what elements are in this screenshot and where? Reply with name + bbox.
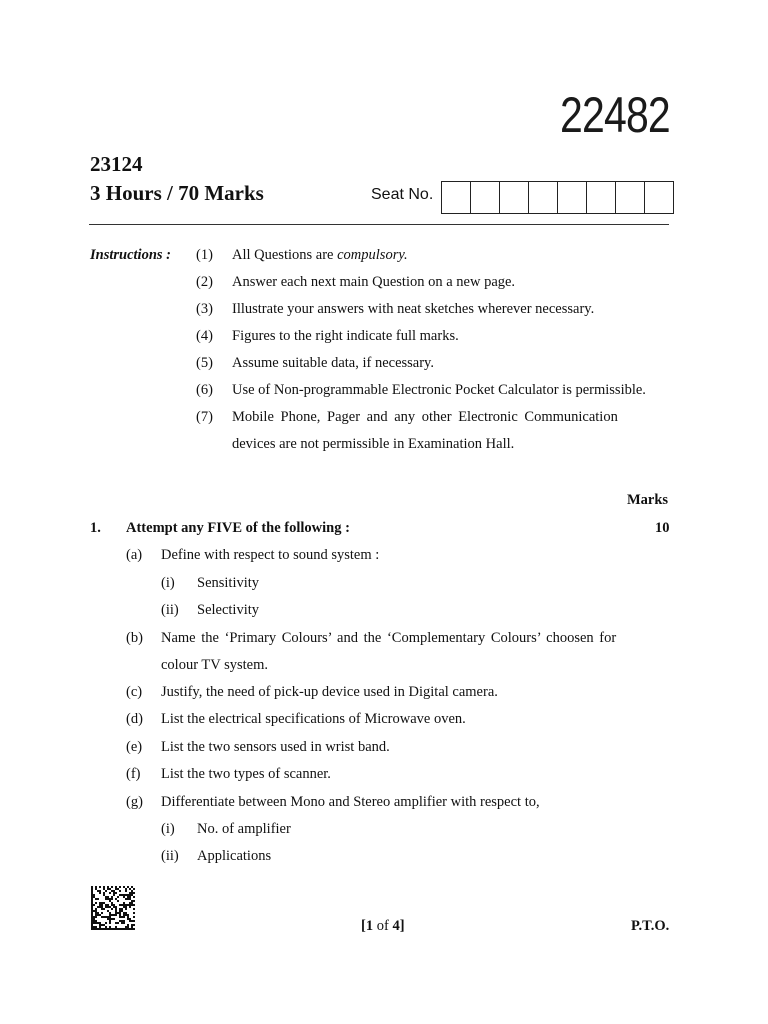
part-label: (a)	[126, 547, 143, 563]
part-text-continued: colour TV system.	[161, 657, 269, 673]
subpart-text: Selectivity	[197, 602, 260, 618]
seat-box	[616, 182, 645, 213]
instruction-text: Answer each next main Question on a new page.	[232, 274, 516, 290]
part-label: (c)	[126, 684, 143, 700]
exam-code: 23124	[90, 152, 143, 176]
page-bracket-close: ]	[399, 918, 405, 934]
datamatrix-code-icon	[91, 886, 135, 930]
seat-box	[645, 182, 673, 213]
marks-column-header: Marks	[627, 492, 669, 508]
part-label: (g)	[126, 794, 143, 810]
instruction-number: (2)	[196, 274, 213, 290]
part-label: (b)	[126, 630, 143, 646]
part-label: (d)	[126, 711, 143, 727]
subpart-label: (ii)	[161, 602, 179, 618]
seat-box	[500, 182, 529, 213]
page-current: 1	[365, 918, 374, 934]
instruction-number: (6)	[196, 382, 213, 398]
part-text: Name the ‘Primary Colours’ and the ‘Complementary Colours’ choosen for	[161, 630, 617, 646]
seat-box	[442, 182, 471, 213]
instruction-number: (4)	[196, 328, 213, 344]
question-marks: 10	[655, 520, 670, 536]
header-divider	[89, 224, 669, 225]
subpart-label: (i)	[161, 821, 175, 837]
instruction-emphasis: compulsory.	[337, 247, 408, 263]
instruction-text-continued: devices are not permissible in Examination Hall.	[232, 436, 515, 452]
part-text: List the electrical specifications of Microwave oven.	[161, 711, 466, 727]
part-label: (e)	[126, 739, 143, 755]
page-indicator	[361, 918, 405, 934]
paper-code: 22482	[560, 87, 670, 143]
instructions-label: Instructions :	[90, 247, 171, 263]
seat-box	[587, 182, 616, 213]
instruction-number: (5)	[196, 355, 213, 371]
subpart-text: Sensitivity	[197, 575, 260, 591]
seat-box	[471, 182, 500, 213]
instruction-text: Assume suitable data, if necessary.	[232, 355, 434, 371]
page-of: of	[373, 918, 393, 934]
seat-number-boxes	[441, 181, 674, 214]
subpart-text: Applications	[197, 848, 272, 864]
page-total: 4	[392, 918, 400, 934]
part-label: (f)	[126, 766, 141, 782]
duration-marks: 3 Hours / 70 Marks	[90, 181, 264, 205]
subpart-label: (ii)	[161, 848, 179, 864]
instruction-text-plain: All Questions are	[232, 247, 338, 263]
part-text: Justify, the need of pick-up device used in Digital camera.	[161, 684, 498, 700]
instruction-number: (3)	[196, 301, 213, 317]
instruction-text	[232, 247, 408, 263]
seat-number-label: Seat No.	[371, 186, 434, 203]
instruction-number: (1)	[196, 247, 213, 263]
part-text: Define with respect to sound system :	[161, 547, 380, 563]
part-text: Differentiate between Mono and Stereo amplifier with respect to,	[161, 794, 540, 810]
question-number: 1.	[90, 520, 101, 536]
part-text: List the two types of scanner.	[161, 766, 331, 782]
instruction-text: Mobile Phone, Pager and any other Electronic Communication	[232, 409, 618, 425]
seat-box	[558, 182, 587, 213]
instruction-text: Illustrate your answers with neat sketches wherever necessary.	[232, 301, 595, 317]
instruction-text: Figures to the right indicate full marks.	[232, 328, 459, 344]
subpart-label: (i)	[161, 575, 175, 591]
part-text: List the two sensors used in wrist band.	[161, 739, 390, 755]
question-text: Attempt any FIVE of the following :	[126, 520, 350, 536]
instruction-number: (7)	[196, 409, 213, 425]
seat-box	[529, 182, 558, 213]
page-bracket-open: [	[361, 918, 366, 934]
subpart-text: No. of amplifier	[197, 821, 291, 837]
instruction-text: Use of Non-programmable Electronic Pocket Calculator is permissible.	[232, 382, 646, 398]
please-turn-over: P.T.O.	[631, 918, 670, 934]
